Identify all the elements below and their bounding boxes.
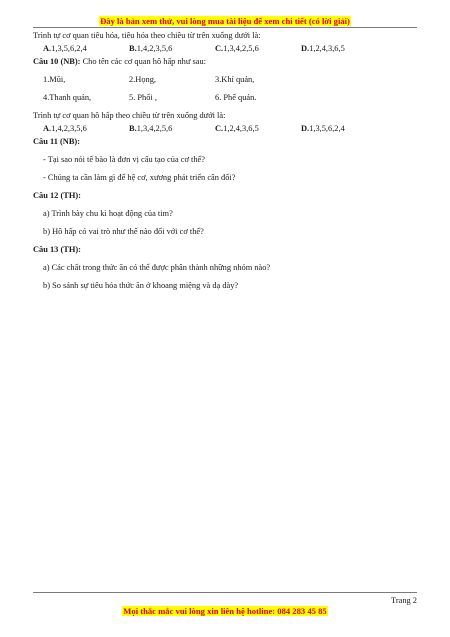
q12-item: b) Hô hấp có vai trò như thế nào đối với cơ thể? — [43, 227, 204, 236]
contact-hotline: Mọi thắc mắc vui lòng xin liên hệ hotline: 084 283 45 85 — [123, 606, 327, 616]
q10-options — [33, 124, 417, 137]
digest-stem: Trình tự cơ quan tiêu hóa, tiêu hóa theo chiều từ trên xuống dưới là: — [33, 31, 261, 40]
q13-item: a) Các chất trong thức ăn có thể được phân thành những nhóm nào? — [43, 263, 271, 272]
q13-heading — [33, 245, 417, 258]
q10-option-d: D.1,3,5,6,2,4 — [301, 124, 345, 133]
q13-item: b) So sánh sự tiêu hóa thức ăn ở khoang miệng và dạ dày? — [43, 281, 239, 290]
q10-option-c: C.1,2,4,3,6,5 — [215, 124, 259, 133]
footer-rule — [33, 592, 417, 593]
q10-organ: 6. Phế quản. — [215, 93, 257, 102]
preview-banner-text: Đây là bản xem thử, vui lòng mua tài liệu để xem chi tiết (có lời giải) — [100, 16, 350, 26]
q10-organs-row-2 — [33, 93, 417, 106]
document-body — [33, 31, 417, 294]
q10-organ: 1.Mũi, — [43, 75, 66, 84]
q10-option-b: B.1,3,4,2,5,6 — [129, 124, 173, 133]
q12-heading — [33, 191, 417, 204]
digest-options — [33, 44, 417, 57]
q10-organ: 2.Họng, — [129, 75, 156, 84]
q10-text: Cho tên các cơ quan hô hấp như sau: — [80, 57, 206, 66]
q11-item: - Chúng ta cần làm gì để hệ cơ, xương phát triển cân đối? — [43, 173, 236, 182]
q10-heading — [33, 57, 417, 70]
header-rule — [33, 27, 417, 28]
q10-organ: 5. Phổi , — [129, 93, 157, 102]
q11-item: - Tại sao nói tế bào là đơn vị cấu tạo của cơ thể? — [43, 155, 205, 164]
q10-option-a: A.1,4,2,3,5,6 — [43, 124, 87, 133]
q10-label: Câu 10 (NB): — [33, 57, 81, 66]
q12-item: a) Trình bày chu kì hoạt động của tim? — [43, 209, 173, 218]
q10-organ: 4.Thanh quản, — [43, 93, 92, 102]
digest-option-d: D.1,2,4,3,6,5 — [301, 44, 345, 53]
digest-option-b: B.1,4,2,3,5,6 — [129, 44, 173, 53]
q11-heading — [33, 137, 417, 150]
q12-label: Câu 12 (TH): — [33, 191, 81, 200]
q13-label: Câu 13 (TH): — [33, 245, 81, 254]
digest-option-a: A.1,3,5,6,2,4 — [43, 44, 87, 53]
digest-option-c: C.1,3,4,2,5,6 — [215, 44, 259, 53]
q10-organ: 3.Khí quản, — [215, 75, 255, 84]
q11-label: Câu 11 (NB): — [33, 137, 80, 146]
q10-stem: Trình tự cơ quan hô hấp theo chiều từ trên xuống dưới là: — [33, 111, 226, 120]
contact-footer — [0, 606, 450, 616]
preview-banner — [0, 16, 450, 26]
page-number: Trang 2 — [391, 596, 417, 605]
q10-organs-row-1 — [33, 75, 417, 88]
